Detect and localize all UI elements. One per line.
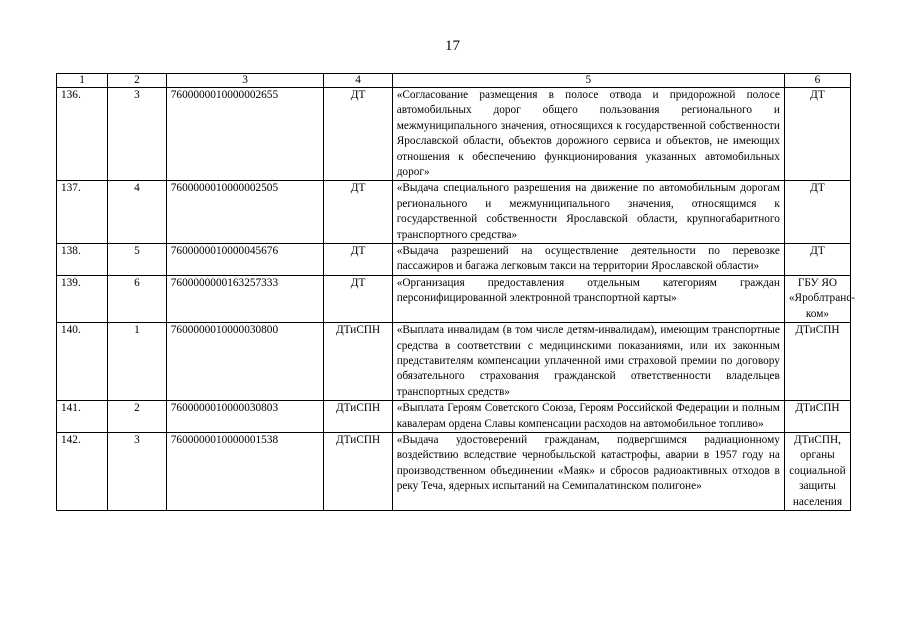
services-table: [56, 73, 856, 511]
department: ДТиСПН: [324, 401, 392, 433]
column-number: 3: [166, 74, 324, 88]
service-code: 7600000010000001538: [166, 432, 324, 510]
table-row: [57, 275, 851, 322]
column-number: 1: [57, 74, 108, 88]
table-row: [57, 401, 851, 433]
responsible-body: ДТ: [784, 181, 850, 244]
responsible-body: ГБУ ЯО «Яроблтранс-ком»: [784, 275, 850, 322]
table-row: [57, 323, 851, 401]
responsible-body: ДТ: [784, 244, 850, 276]
department: ДТ: [324, 244, 392, 276]
sub-number: 5: [108, 244, 167, 276]
sub-number: 1: [108, 323, 167, 401]
row-number: 142.: [57, 432, 108, 510]
sub-number: 6: [108, 275, 167, 322]
service-code: 7600000010000002655: [166, 88, 324, 181]
department: ДТиСПН: [324, 432, 392, 510]
service-code: 7600000010000002505: [166, 181, 324, 244]
row-number: 137.: [57, 181, 108, 244]
department: ДТ: [324, 181, 392, 244]
sub-number: 4: [108, 181, 167, 244]
sub-number: 3: [108, 88, 167, 181]
responsible-body: ДТиСПН: [784, 401, 850, 433]
service-description: «Выдача специального разрешения на движение по автомобильным дорогам регионального и межмуниципального значения, относящимся к государственной собственности Ярославской области, крупногабаритного транспортного средства»: [392, 181, 784, 244]
service-code: 7600000010000030800: [166, 323, 324, 401]
sub-number: 2: [108, 401, 167, 433]
column-number: 2: [108, 74, 167, 88]
column-number: 5: [392, 74, 784, 88]
column-number-row: [57, 74, 851, 88]
service-description: «Выдача удостоверений гражданам, подвергшимся радиационному воздействию вследствие чернобыльской катастрофы, аварии в 1957 году на производственном объединении «Маяк» и сбросов радиоактивных отходов в реку Теча, ядерных испытаний на Семипалатинском полигоне»: [392, 432, 784, 510]
service-code: 7600000010000030803: [166, 401, 324, 433]
service-description: «Выплата инвалидам (в том числе детям-инвалидам), имеющим транспортные средства в соответствии с медицинскими показаниями, или их законным представителям компенсации уплаченной ими страховой премии по договору обязательного страхования гражданской ответственности владельцев транспортных средств»: [392, 323, 784, 401]
service-description: «Организация предоставления отдельным категориям граждан персонифицированной электронной транспортной карты»: [392, 275, 784, 322]
table-row: [57, 432, 851, 510]
service-code: 7600000010000045676: [166, 244, 324, 276]
responsible-body: ДТиСПН, органы социальной защиты населения: [784, 432, 850, 510]
department: ДТиСПН: [324, 323, 392, 401]
service-description: «Выдача разрешений на осуществление деятельности по перевозке пассажиров и багажа легковым такси на территории Ярославской области»: [392, 244, 784, 276]
page-number: 17: [445, 38, 460, 54]
row-number: 138.: [57, 244, 108, 276]
service-description: «Выплата Героям Советского Союза, Героям Российской Федерации и полным кавалерам ордена Славы компенсации расходов на автомобильное топливо»: [392, 401, 784, 433]
department: ДТ: [324, 88, 392, 181]
service-code: 7600000000163257333: [166, 275, 324, 322]
responsible-body: ДТ: [784, 88, 850, 181]
row-number: 141.: [57, 401, 108, 433]
table-row: [57, 88, 851, 181]
row-number: 139.: [57, 275, 108, 322]
service-description: «Согласование размещения в полосе отвода и придорожной полосе автомобильных дорог общего пользования регионального и межмуниципального значения, относящихся к государственной собственности Ярославской области, объектов дорожного сервиса и объектов, не имеющих отношения к обеспечению функционирования указанных автомобильных дорог»: [392, 88, 784, 181]
sub-number: 3: [108, 432, 167, 510]
table-row: [57, 181, 851, 244]
table-row: [57, 244, 851, 276]
column-number: 4: [324, 74, 392, 88]
responsible-body: ДТиСПН: [784, 323, 850, 401]
row-number: 136.: [57, 88, 108, 181]
department: ДТ: [324, 275, 392, 322]
row-number: 140.: [57, 323, 108, 401]
column-number: 6: [784, 74, 850, 88]
